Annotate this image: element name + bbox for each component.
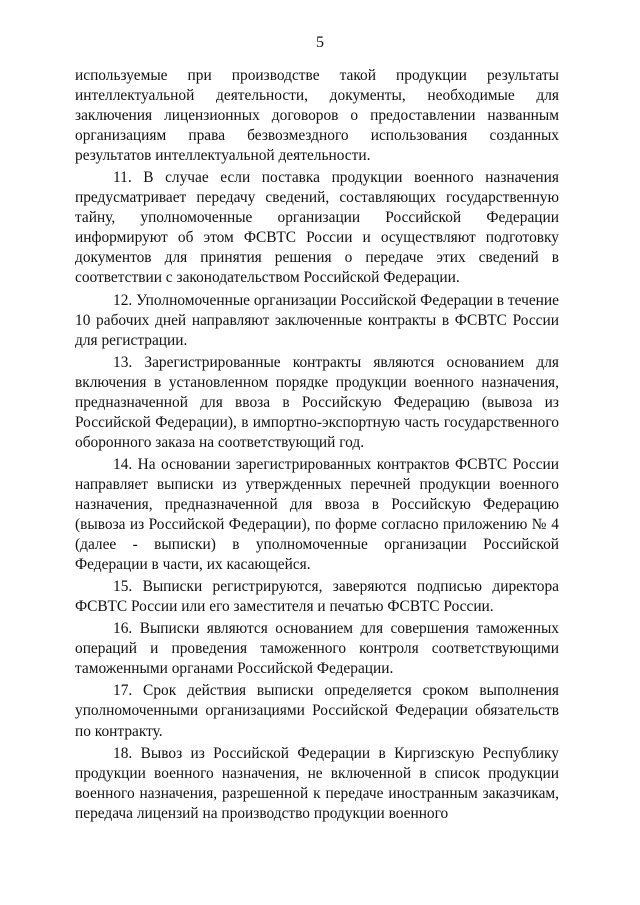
- paragraph-item-15: 15. Выписки регистрируются, заверяются подписью директора ФСВТС России или его заместителя и печатью ФСВТС России.: [75, 578, 559, 616]
- paragraph-item-17: 17. Срок действия выписки определяется сроком выполнения уполномоченными организациями Российской Федерации обязательств по контракту.: [75, 682, 559, 740]
- paragraph-item-11: 11. В случае если поставка продукции военного назначения предусматривает передачу сведений, составляющих государственную тайну, уполномоченные организации Российской Федерации информируют об этом ФСВТС России и осуществляют подготовку документов для принятия решения о передаче этих сведений в соответствии с законодательством Российской Федерации.: [75, 169, 559, 287]
- paragraph-item-14: 14. На основании зарегистрированных контрактов ФСВТС России направляет выписки из утвержденных перечней продукции военного назначения, предназначенной для ввоза в Российскую Федерацию (вывоза из Российской Федерации), по форме согласно приложению № 4 (далее - выписки) в уполномоченные организации Российской Федерации в части, их касающейся.: [75, 455, 559, 574]
- paragraph-item-13: 13. Зарегистрированные контракты являются основанием для включения в установленном порядке продукции военного назначения, предназначенной для ввоза в Российскую Федерацию (вывоза из Российской Федерации), в импортно-экспортную часть государственного оборонного заказа на соответствующий год.: [75, 353, 559, 451]
- paragraph-item-12: 12. Уполномоченные организации Российской Федерации в течение 10 рабочих дней направляют заключенные контракты в ФСВТС России для регистрации.: [75, 291, 559, 349]
- paragraph-item-18: 18. Вывоз из Российской Федерации в Киргизскую Республику продукции военного назначения, не включенной в список продукции военного назначения, разрешенной к передаче иностранным заказчикам, передача лицензий на производство продукции военного: [75, 744, 559, 822]
- paragraph-continuation: используемые при производстве такой продукции результаты интеллектуальной деятельности, документы, необходимые для заключения лицензионных договоров о предоставлении названным организациям права безвозмездного использования созданных результатов интеллектуальной деятельности.: [75, 67, 559, 165]
- paragraph-item-16: 16. Выписки являются основанием для совершения таможенных операций и проведения таможенного контроля соответствующими таможенными органами Российской Федерации.: [75, 620, 559, 678]
- page-number: 5: [316, 34, 324, 51]
- document-body: [75, 66, 559, 826]
